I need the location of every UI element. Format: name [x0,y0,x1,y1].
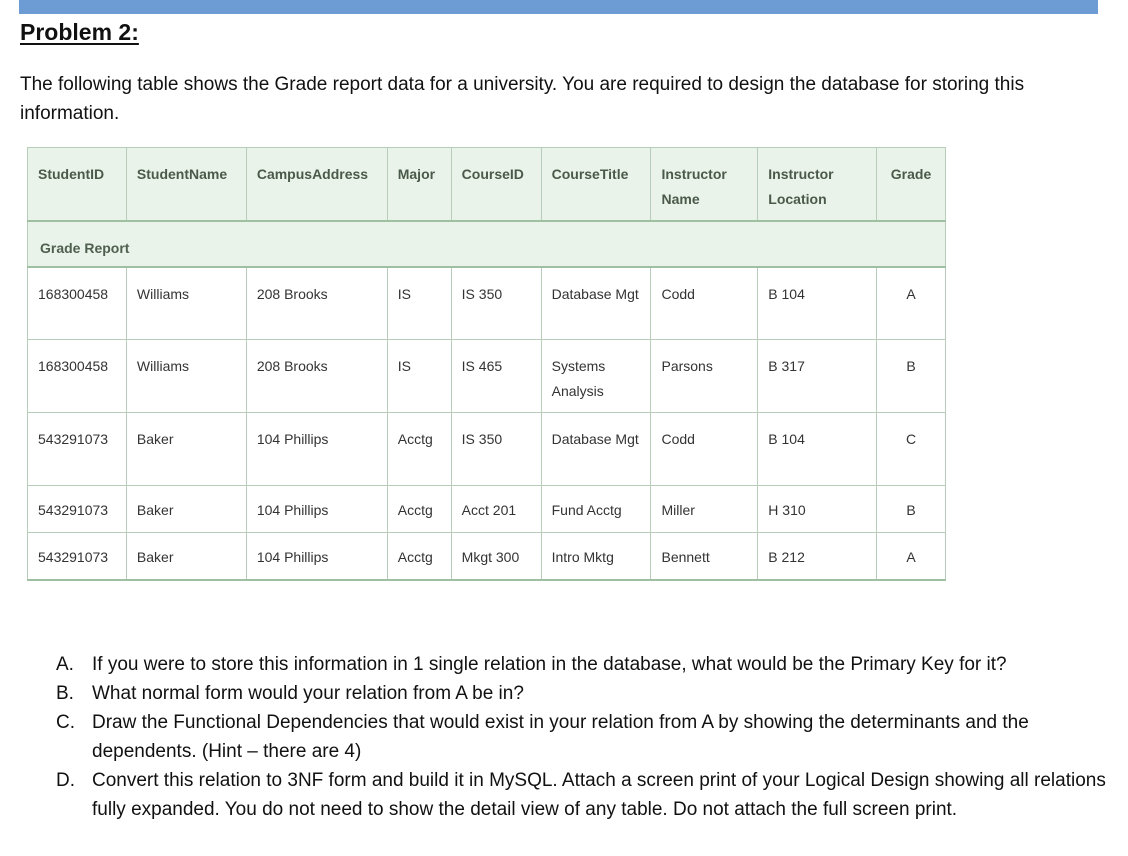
table-cell: Williams [126,267,246,340]
table-cell: Acctg [387,486,451,533]
table-caption: Grade Report [28,221,946,267]
table-cell: Mkgt 300 [451,533,541,580]
table-row [28,413,946,486]
table-cell: Acctg [387,533,451,580]
table-cell: 104 Phillips [246,486,387,533]
table-cell: IS 350 [451,267,541,340]
table-cell: Database Mgt [541,267,651,340]
table-cell: 104 Phillips [246,413,387,486]
table-cell: Baker [126,533,246,580]
question-list [56,650,1106,824]
table-cell: A [877,267,946,340]
table-cell: H 310 [758,486,877,533]
table-cell: 543291073 [28,533,127,580]
question-text: Draw the Functional Dependencies that would exist in your relation from A by showing the determinants and the dependents. (Hint – there are 4) [92,712,1029,762]
question-item [56,708,1106,766]
question-item [56,650,1106,679]
table-cell: B [877,486,946,533]
column-header: Instructor Name [651,148,758,221]
table-row [28,486,946,533]
table-cell: IS [387,340,451,413]
column-header: Instructor Location [758,148,877,221]
table-cell: Codd [651,267,758,340]
table-row [28,267,946,340]
table-cell: B 317 [758,340,877,413]
grade-report-table [27,147,946,581]
table-cell: 543291073 [28,486,127,533]
question-text: Convert this relation to 3NF form and build it in MySQL. Attach a screen print of your Logical Design showing all relations fully expanded. You do not need to show the detail view of any table. Do not attach the full screen print. [92,770,1106,820]
table-cell: B [877,340,946,413]
table-cell: B 104 [758,267,877,340]
table-cell: Acctg [387,413,451,486]
column-header: StudentID [28,148,127,221]
table-cell: B 212 [758,533,877,580]
table-cell: 104 Phillips [246,533,387,580]
page-title: Problem 2: [20,19,139,45]
table-cell: C [877,413,946,486]
question-letter: A. [56,654,74,675]
table-cell: Baker [126,413,246,486]
table-cell: Bennett [651,533,758,580]
column-header: StudentName [126,148,246,221]
table-cell: Fund Acctg [541,486,651,533]
table-cell: Acct 201 [451,486,541,533]
table-cell: 208 Brooks [246,267,387,340]
question-text: If you were to store this information in 1 single relation in the database, what would be the Primary Key for it? [92,654,1007,675]
table-row [28,533,946,580]
table-cell: IS 465 [451,340,541,413]
table-cell: 543291073 [28,413,127,486]
question-text: What normal form would your relation from A be in? [92,683,524,704]
table-header-row [28,148,946,221]
table-cell: Intro Mktg [541,533,651,580]
table-cell: A [877,533,946,580]
table-cell: 168300458 [28,340,127,413]
intro-paragraph: The following table shows the Grade report data for a university. You are required to design the database for storing this information. [20,74,1025,124]
question-item [56,679,1106,708]
table-cell: Database Mgt [541,413,651,486]
question-letter: C. [56,712,75,733]
table-cell: B 104 [758,413,877,486]
column-header: Grade [877,148,946,221]
question-letter: D. [56,770,75,791]
table-cell: Baker [126,486,246,533]
table-cell: IS [387,267,451,340]
table-cell: 168300458 [28,267,127,340]
table-cell: Parsons [651,340,758,413]
column-header: Major [387,148,451,221]
column-header: CourseTitle [541,148,651,221]
column-header: CourseID [451,148,541,221]
table-cell: IS 350 [451,413,541,486]
table-cell: 208 Brooks [246,340,387,413]
table-cell: Codd [651,413,758,486]
table-cell: Systems Analysis [541,340,651,413]
header-accent-bar [19,0,1098,14]
column-header: CampusAddress [246,148,387,221]
table-cell: Miller [651,486,758,533]
table-cell: Williams [126,340,246,413]
question-item [56,766,1106,824]
question-letter: B. [56,683,74,704]
table-row [28,340,946,413]
